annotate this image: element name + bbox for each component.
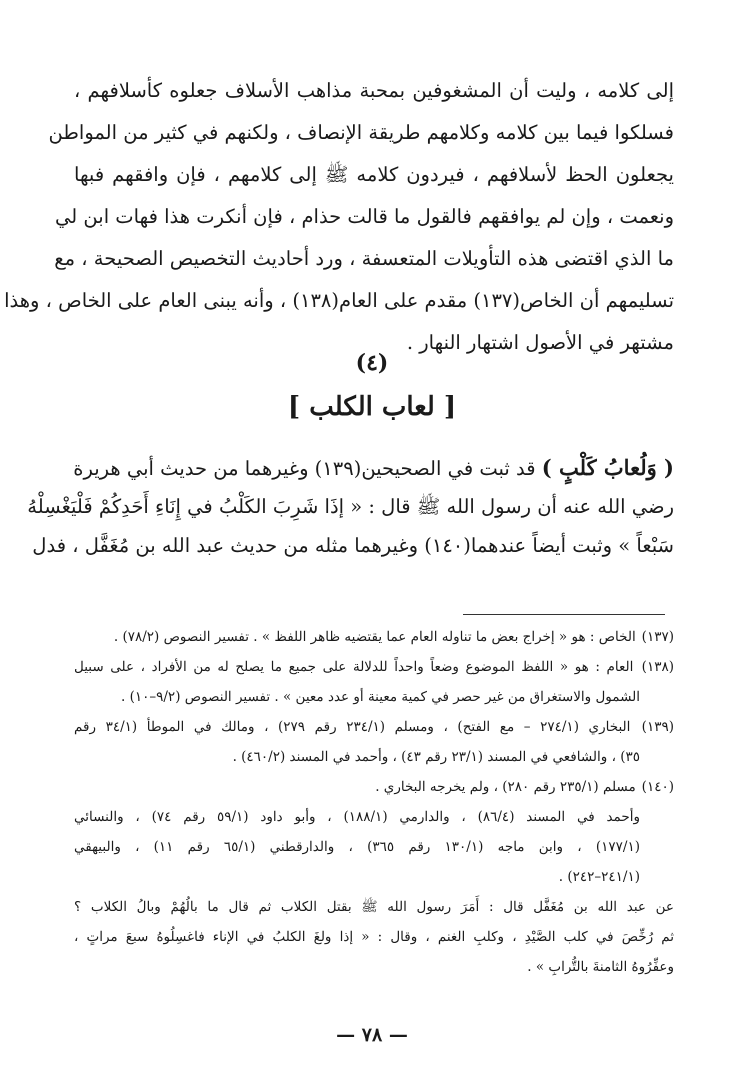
footnote	[74, 712, 674, 772]
footnote-line: الشمول والاستغراق من غير حصر في كمية معينة أو عدد معين » . تفسير النصوص (٩/٢–١٠) .	[121, 689, 640, 705]
page-number: — ٧٨ —	[336, 1024, 408, 1046]
text-line: إلى كلامه ، وليت أن المشغوفين بمحبة مذاهب الأسلاف جعلوه كأسلافهم ،	[74, 79, 674, 102]
section-title: [ لعاب الكلب ]	[287, 392, 457, 422]
footnote	[74, 622, 674, 652]
footnote-line: عن عبد الله بن مُغَفَّل قال : أَمَرَ رسول الله ﷺ بقتل الكلاب ثم قال ما بالُهُمْ وبالُ الكلاب ؟	[74, 899, 674, 915]
footnote-number: (١٤٠)	[641, 779, 674, 795]
text-line: ونعمت ، وإن لم يوافقهم فالقول ما قالت حذام ، فإن أنكرت هذا فهات ابن لي	[55, 205, 674, 228]
footnote-line: (٢٤١/١–٢٤٢) .	[558, 869, 640, 885]
footnote-line	[74, 712, 674, 742]
footnotes	[74, 622, 674, 982]
footnote-divider	[463, 614, 665, 615]
footnote-line	[74, 772, 674, 802]
footnote-text: العام : هو « اللفظ الموضوع وضعاً واحداً للدلالة على جميع ما يصلح له من الأفراد ، على سبيل	[74, 659, 634, 675]
footnote-text: مسلم (٢٣٥/١ رقم ٢٨٠) ، ولم يخرجه البخاري .	[375, 779, 636, 795]
footnote-line	[74, 622, 674, 652]
footnote-text: البخاري (٢٧٤/١ – مع الفتح) ، ومسلم (٢٣٤/١ رقم ٢٧٩) ، ومالك في الموطأ (٣٤/١ رقم	[74, 719, 631, 735]
section-number: (٤)	[355, 350, 389, 376]
text-line: تسليمهم أن الخاص(١٣٧) مقدم على العام(١٣٨) ، وأنه يبنى العام على الخاص ، وهذا	[4, 289, 674, 312]
footnote-text: الخاص : هو « إخراج بعض ما تناوله العام عما يقتضيه ظاهر اللفظ » . تفسير النصوص (٧٨/٢) .	[113, 629, 636, 645]
footnote-line: وعفِّرُوهُ الثامنةَ بالتُّرابِ » .	[527, 959, 674, 975]
text-line-rest: قد ثبت في الصحيحين(١٣٩) وغيرهما من حديث أبي هريرة	[73, 457, 536, 480]
text-line: ما الذي اقتضى هذه التأويلات المتعسفة ، ورد أحاديث التخصيص الصحيحة ، مع	[54, 247, 674, 270]
footnote	[74, 772, 674, 982]
text-line: يجعلون الحظ لأسلافهم ، فيردون كلامه ﷺ إلى كلامهم ، فإن وافقهم فبها	[74, 163, 674, 186]
text-line: مشتهر في الأصول اشتهار النهار .	[406, 331, 674, 354]
footnote-line: وأحمد في المسند (٨٦/٤) ، والدارمي (١٨٨/١) ، وأبو داود (٥٩/١ رقم ٧٤) ، والنسائي	[74, 809, 640, 825]
footnote-line: ٣٥) ، والشافعي في المسند (٢٣/١ رقم ٤٣) ، وأحمد في المسند (٤٦٠/٢) .	[232, 749, 640, 765]
footnote-number: (١٣٨)	[641, 659, 674, 675]
footnote-number: (١٣٧)	[641, 629, 674, 645]
section-paragraph	[27, 448, 674, 565]
text-line: فسلكوا فيما بين كلامه وكلامهم طريقة الإنصاف ، ولكنهم في كثير من المواطن	[48, 121, 674, 144]
footnote	[74, 652, 674, 712]
footnote-line: (١٧٧/١) ، وابن ماجه (١٣٠/١ رقم ٣٦٥) ، والدارقطني (٦٥/١ رقم ١١) ، والبيهقي	[74, 839, 640, 855]
footnote-number: (١٣٩)	[641, 719, 674, 735]
text-line: سَبْعاً » وثبت أيضاً عندهما(١٤٠) وغيرهما مثله من حديث عبد الله بن مُغَفَّل ، فدل	[32, 534, 674, 557]
footnote-line: ثم رُخِّصَ في كلب الصَّيْدِ ، وكلبِ الغنم ، وقال : « إذا ولغَ الكلبُ في الإناء فاغسِلُوهُ سبعَ مراتٍ ،	[74, 929, 674, 945]
main-paragraph	[4, 70, 674, 364]
text-line	[74, 448, 674, 487]
text-line: رضي الله عنه أن رسول الله ﷺ قال : « إذَا شَرِبَ الكَلْبُ في إِنَاءِ أَحَدِكُمْ فَلْيَغْسِلْهُ	[27, 495, 674, 518]
lead-phrase: ( وَلُعابُ كَلْبٍ )	[541, 455, 674, 480]
footnote-line	[74, 652, 674, 682]
